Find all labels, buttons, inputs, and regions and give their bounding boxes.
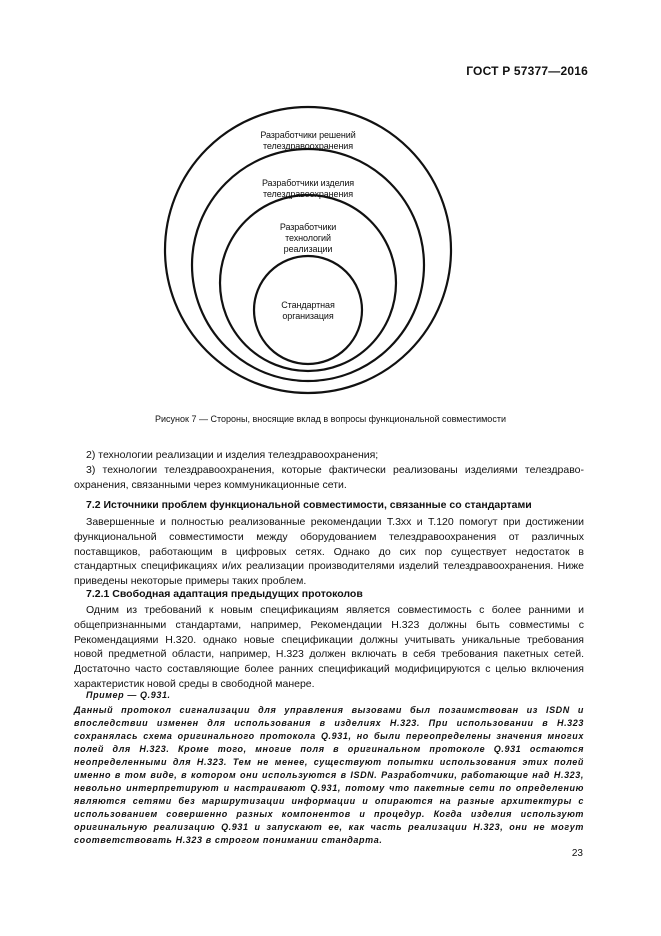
ring-label-standards-organization: Стандартная организация <box>281 300 335 321</box>
list-item-3: 3) технологии телездравоохранения, которые фактически реализованы изделиями телездраво-охранения, связанными через коммуникационные сети. <box>74 464 584 491</box>
section-7-2-1-paragraph: Одним из требований к новым спецификациям является совместимость с более ранними и общепризнанными стандартами, например, Рекомендации Н.323 должны быть совместимы с Рекомендациями Н.320. однако новые спецификации должны учитывать уникальные требования новой предметной области, например, Н.323 должен включать в себя требования пакетных сетей. Достаточно часто составляющие более ранних спецификаций модифицируются с целью включения характеристик новой среды в свободной манере. <box>74 604 584 690</box>
ring-label-solution-developers: Разработчики решений телездравоохранения <box>260 130 356 151</box>
section-7-2-paragraph: Завершенные и полностью реализованные рекомендации Т.3хх и Т.120 помогут при достижении функциональной совместимости между оборудованием телездравоохранения от различных поставщиков, работающим в цифровых сетях. Однако до сих пор существует недостаток в стандартных спецификациях и/их реализации производителями изделий телездравоохранения. Ниже приведены некоторые примеры таких проблем. <box>74 516 584 588</box>
page-number: 23 <box>571 848 583 859</box>
example-title: Пример — Q.931. <box>86 690 171 700</box>
interoperability-rings-diagram <box>0 0 661 410</box>
figure-caption: Рисунок 7 — Стороны, вносящие вклад в вопросы функциональной совместимости <box>155 414 506 424</box>
section-7-2-heading: 7.2 Источники проблем функциональной совместимости, связанные со стандартами <box>86 499 532 511</box>
example-text: Данный протокол сигнализации для управления вызовами был позаимствован из ISDN и впоследствии изменен для использования в изделиях Н.323. При использовании в Н.323 сохранялась схема оригинального протокола Q.931, но были переопределены значения многих полей для Н.323. Кроме того, многие поля в оригинальном протоколе Q.931 остаются неопределенными для Н.323. Тем не менее, существуют попытки использования этих полей именно в том виде, в котором они используются в ISDN. Разработчики, работающие над Н.323, невольно интерпретируют и настраивают Q.931, потому что пакетные сети по определению являются сетями без маршрутизации информации и опираются на разные архитектуры с использованием совершенно разных компонентов и процедур. Когда изделия используют оригинальную реализацию Q.931 и запускают ее, как часть реализации Н.323, они не могут соответствовать Н.323 в строгом понимании стандарта. <box>74 705 584 845</box>
standard-number: ГОСТ Р 57377—2016 <box>466 64 588 78</box>
ring-label-technology-developers: Разработчики технологий реализации <box>279 222 337 254</box>
section-7-2-1-heading: 7.2.1 Свободная адаптация предыдущих протоколов <box>86 588 363 600</box>
ring-label-product-developers: Разработчики изделия телездравоохранения <box>261 178 355 199</box>
list-item-2: 2) технологии реализации и изделия телездравоохранения; <box>86 449 379 461</box>
